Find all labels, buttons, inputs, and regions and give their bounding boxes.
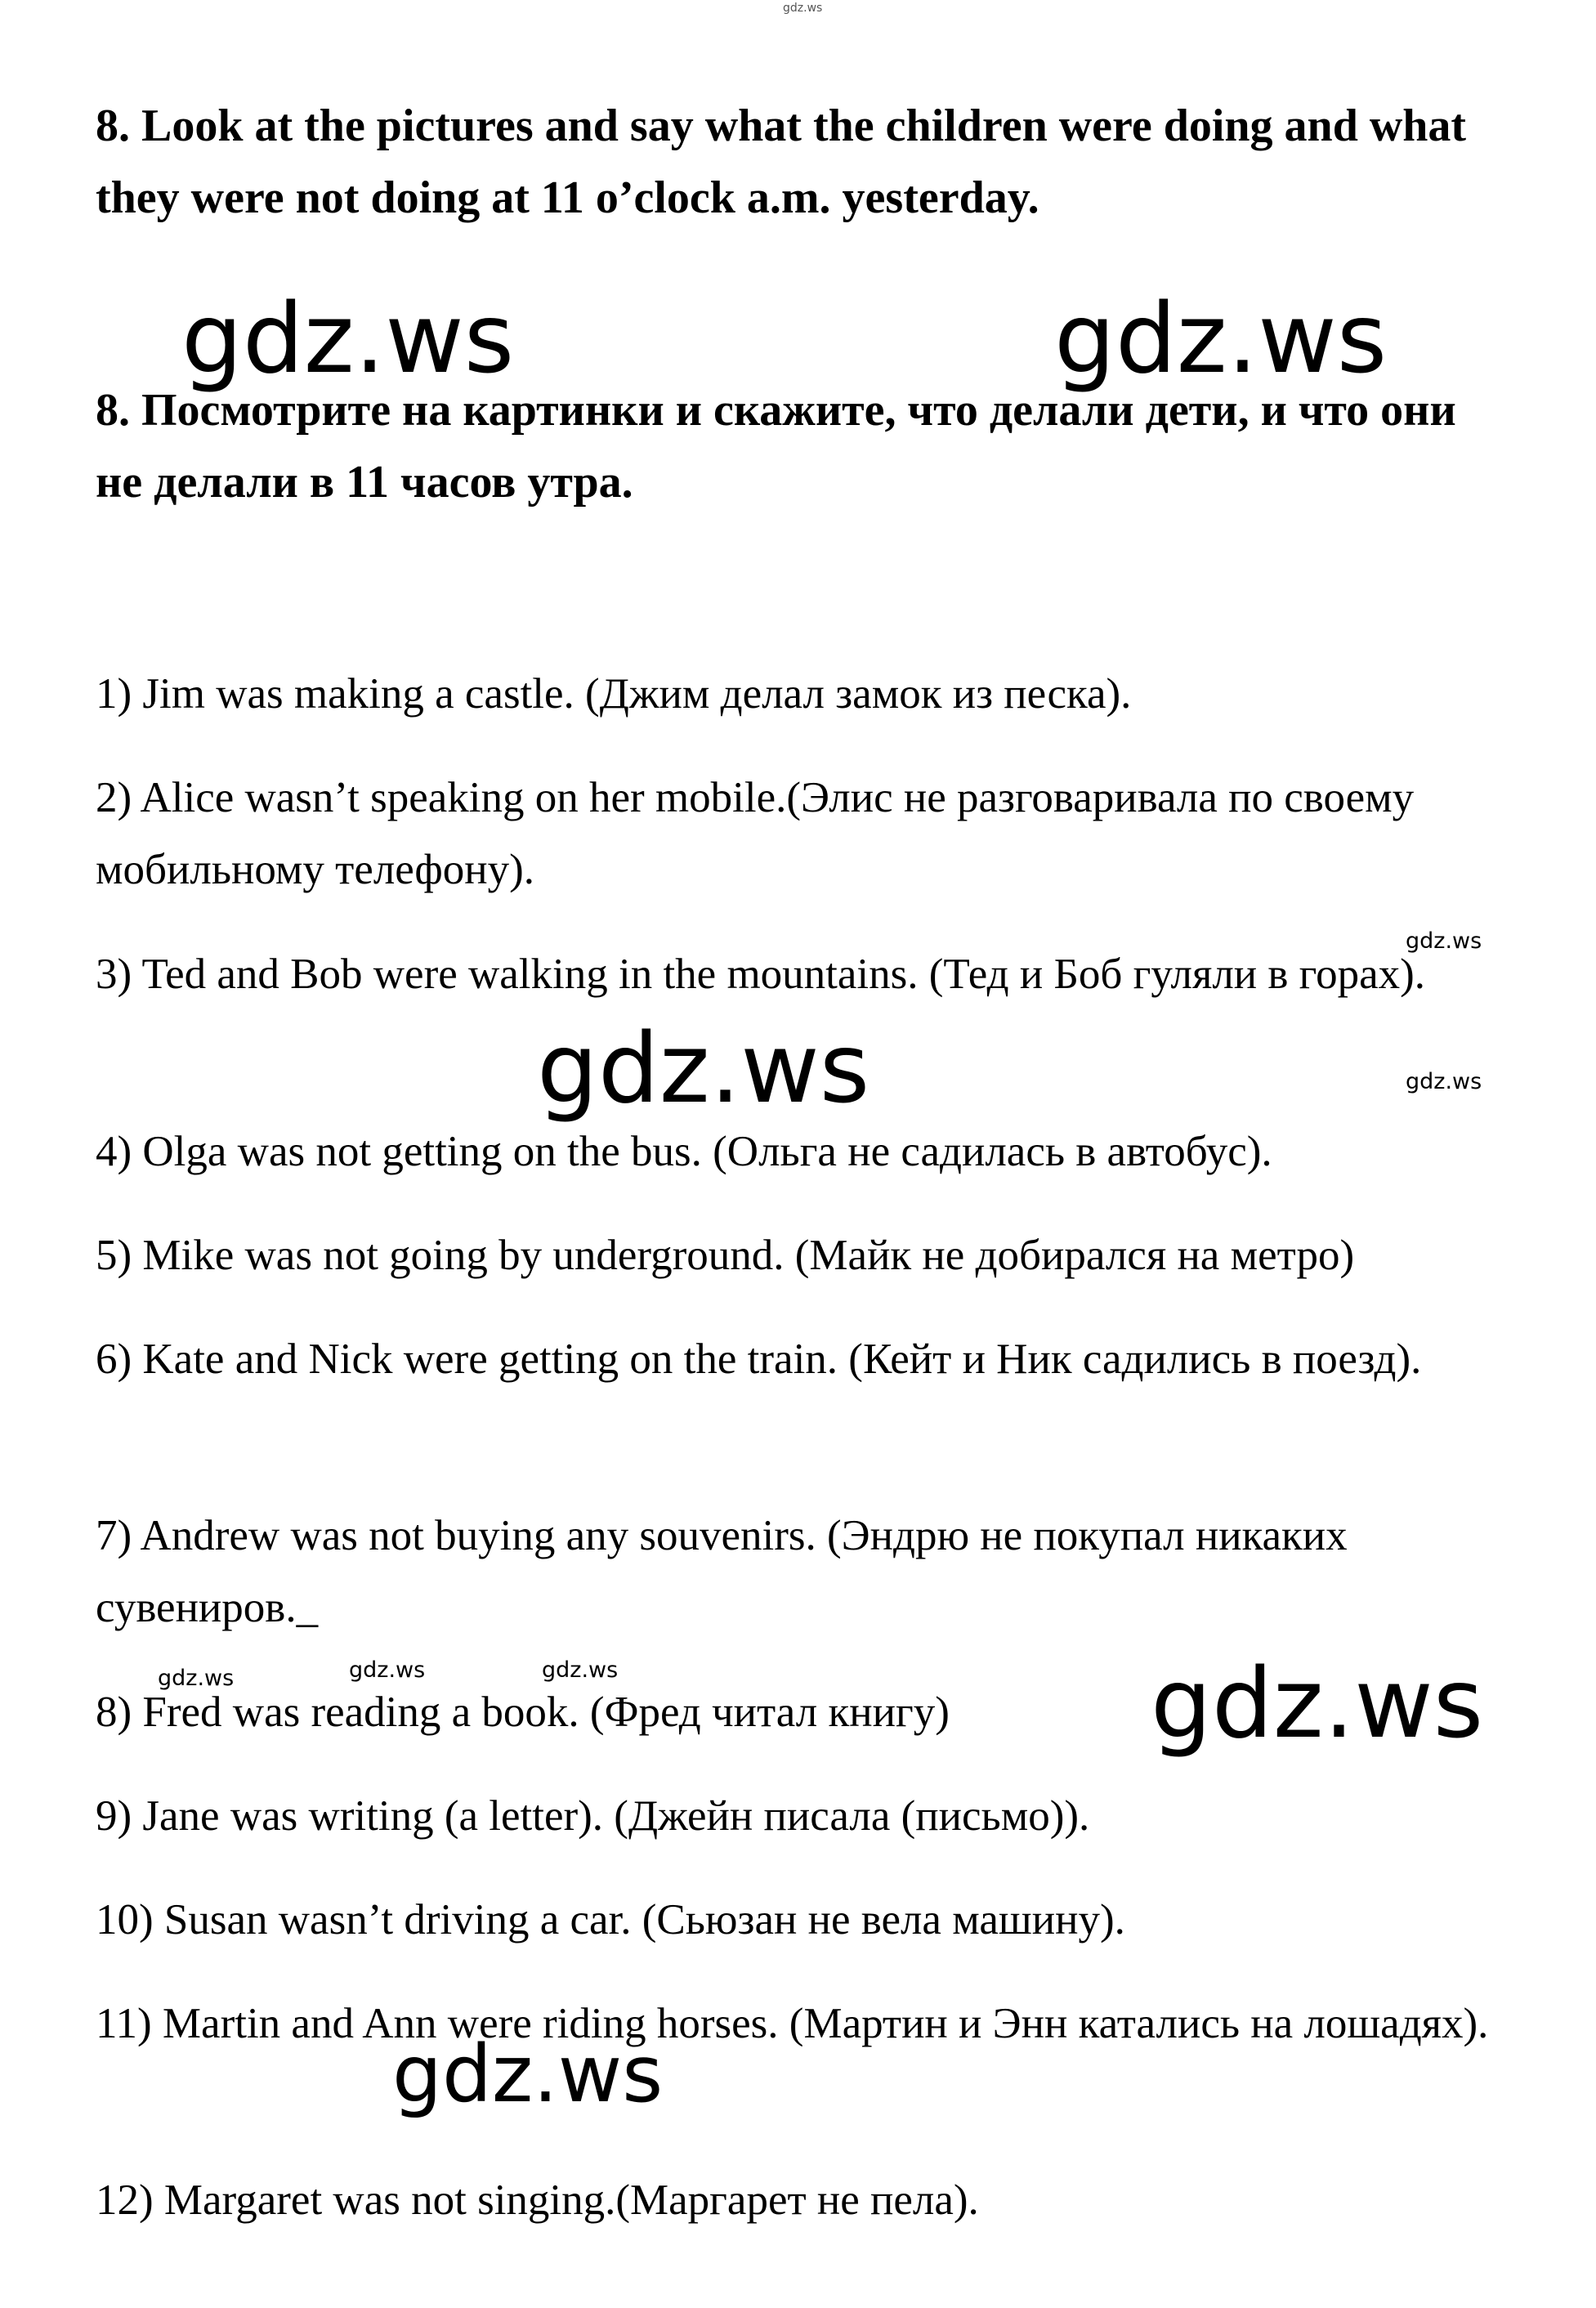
watermark-6: gdz.ws bbox=[158, 1666, 235, 1691]
answer-item-5: 5) Mike was not going by underground. (Майк не добирался на метро) bbox=[96, 1232, 1355, 1279]
watermark-8: gdz.ws bbox=[542, 1657, 619, 1683]
answer-item-4: 4) Olga was not getting on the bus. (Ольга не садилась в автобус). bbox=[96, 1128, 1272, 1175]
answer-item-8: 8) Fred was reading a book. (Фред читал книгу) bbox=[96, 1689, 950, 1736]
watermark-1: gdz.ws bbox=[181, 282, 515, 395]
watermark-2: gdz.ws bbox=[1054, 282, 1388, 395]
watermark-10: gdz.ws bbox=[392, 2028, 664, 2120]
task-heading-english: 8. Look at the pictures and say what the children were doing and what they were not doing at 11 o’clock a.m. yesterday. bbox=[96, 101, 1467, 223]
watermark-9: gdz.ws bbox=[1151, 1647, 1484, 1760]
answer-item-7: 7) Andrew was not buying any souvenirs. (Эндрю не покупал никаких сувениров._ bbox=[96, 1512, 1348, 1631]
answer-item-10: 10) Susan wasn’t driving a car. (Сьюзан не вела машину). bbox=[96, 1896, 1125, 1943]
answer-item-6: 6) Kate and Nick were getting on the train. (Кейт и Ник садились в поезд). bbox=[96, 1335, 1422, 1383]
answer-item-11: 11) Martin and Ann were riding horses. (Мартин и Энн катались на лошадях). bbox=[96, 2000, 1489, 2047]
answer-item-9: 9) Jane was writing (a letter). (Джейн писала (письмо)). bbox=[96, 1792, 1090, 1840]
watermark-7: gdz.ws bbox=[349, 1657, 426, 1683]
watermark-top: gdz.ws bbox=[783, 2, 823, 15]
answer-item-1: 1) Jim was making a castle. (Джим делал замок из песка). bbox=[96, 670, 1132, 718]
answer-item-2: 2) Alice wasn’t speaking on her mobile.(Элис не разговаривала по своему мобильному телефону). bbox=[96, 774, 1415, 893]
watermark-5: gdz.ws bbox=[1406, 1069, 1482, 1094]
watermark-3: gdz.ws bbox=[1406, 928, 1482, 954]
task-heading-russian: 8. Посмотрите на картинки и скажите, что делали дети, и что они не делали в 11 часов утра. bbox=[96, 385, 1456, 508]
watermark-4: gdz.ws bbox=[537, 1012, 870, 1125]
answer-item-3: 3) Ted and Bob were walking in the mountains. (Тед и Боб гуляли в горах). bbox=[96, 950, 1426, 998]
answer-item-12: 12) Margaret was not singing.(Маргарет не пела). bbox=[96, 2176, 979, 2224]
